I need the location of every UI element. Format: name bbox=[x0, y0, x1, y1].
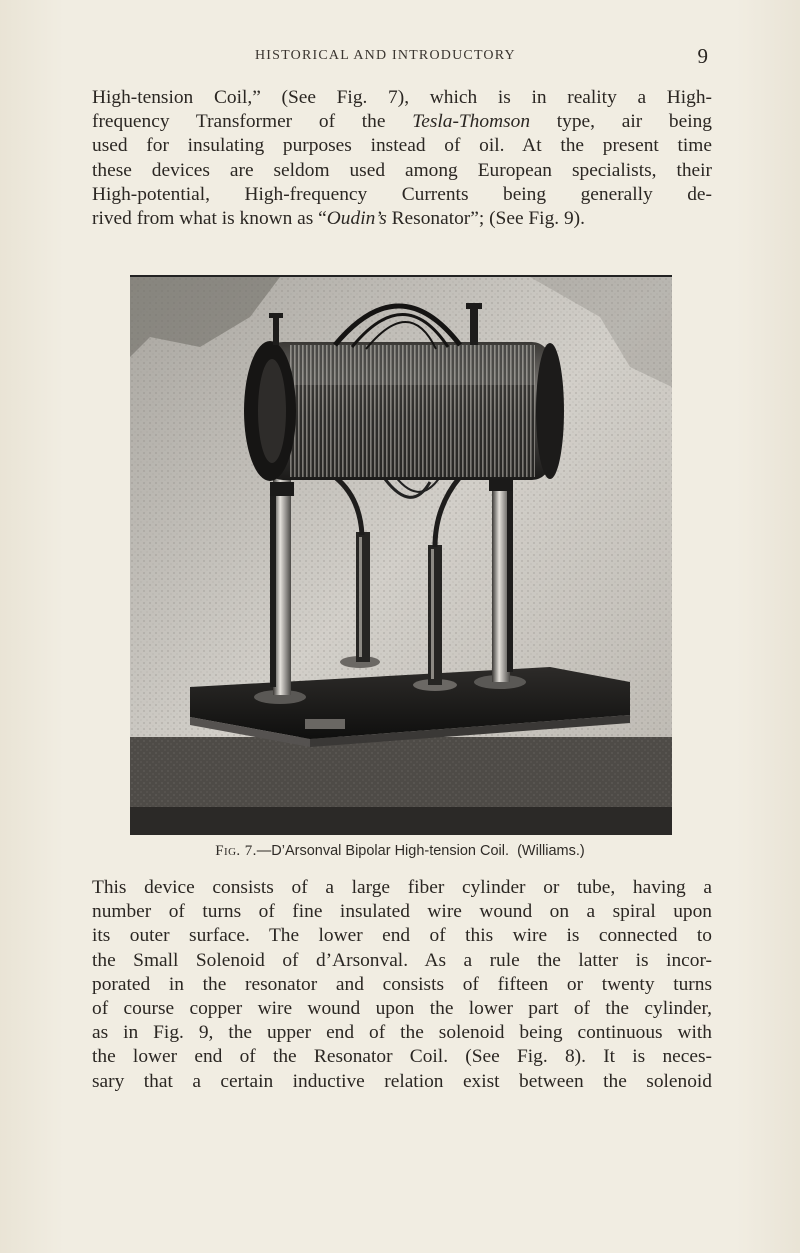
terminal-clamp bbox=[305, 719, 345, 729]
paragraph-2 bbox=[92, 876, 712, 1094]
page-number: 9 bbox=[697, 44, 708, 68]
electrode-holder-right bbox=[428, 545, 442, 685]
line-part: type, air being bbox=[530, 111, 712, 133]
figure-caption bbox=[0, 843, 800, 860]
paragraph-line: of course copper wire wound upon the lower part of the cylinder, bbox=[92, 997, 712, 1019]
paragraph-line: number of turns of fine insulated wire wound on a spiral upon bbox=[92, 901, 712, 923]
italic-term: Tesla-Thomson bbox=[412, 111, 531, 133]
paragraph-line: porated in the resonator and consists of fifteen or twenty turns bbox=[92, 973, 712, 995]
paragraph-line: used for insulating purposes instead of oil. At the present time bbox=[92, 135, 712, 157]
paragraph-line: This device consists of a large fiber cylinder or tube, having a bbox=[92, 877, 712, 898]
coil-illustration bbox=[130, 277, 672, 835]
electrode-holder-left bbox=[356, 532, 370, 662]
terminal-post-left bbox=[273, 317, 279, 345]
paragraph-line-with-italic bbox=[92, 207, 712, 231]
line-part: Resonator”; (See Fig. 9). bbox=[386, 207, 585, 229]
line-part: frequency Transformer of the bbox=[92, 111, 413, 133]
paragraph-line: these devices are seldom used among European specialists, their bbox=[92, 159, 712, 181]
paragraph-line: its outer surface. The lower end of this wire is connected to bbox=[92, 925, 712, 947]
italic-term: Oudin’s bbox=[326, 207, 387, 229]
paragraph-line: the lower end of the Resonator Coil. (See Fig. 8). It is neces- bbox=[92, 1046, 712, 1068]
paragraph-line: High-potential, High-frequency Currents being generally de- bbox=[92, 183, 712, 205]
paragraph-1 bbox=[92, 86, 712, 231]
figure-credit: (Williams.) bbox=[517, 843, 585, 859]
line-part: rived from what is known as “ bbox=[92, 207, 327, 229]
paragraph-line-with-italic bbox=[92, 110, 712, 134]
paragraph-line: the Small Solenoid of d’Arsonval. As a rule the latter is incor- bbox=[92, 949, 712, 971]
paragraph-line: as in Fig. 9, the upper end of the solenoid being continuous with bbox=[92, 1022, 712, 1044]
figure-photo-coil bbox=[130, 275, 672, 835]
figure-caption-text: —D’Arsonval Bipolar High-tension Coil. bbox=[256, 843, 510, 859]
running-head bbox=[0, 44, 800, 74]
running-title: HISTORICAL AND INTRODUCTORY bbox=[255, 48, 516, 63]
paragraph-line: sary that a certain inductive relation exist between the solenoid bbox=[92, 1070, 712, 1092]
figure-label: Fig. 7. bbox=[215, 843, 257, 859]
paragraph-line: High-tension Coil,” (See Fig. 7), which is in reality a High- bbox=[92, 87, 712, 108]
terminal-post-right bbox=[470, 307, 478, 345]
